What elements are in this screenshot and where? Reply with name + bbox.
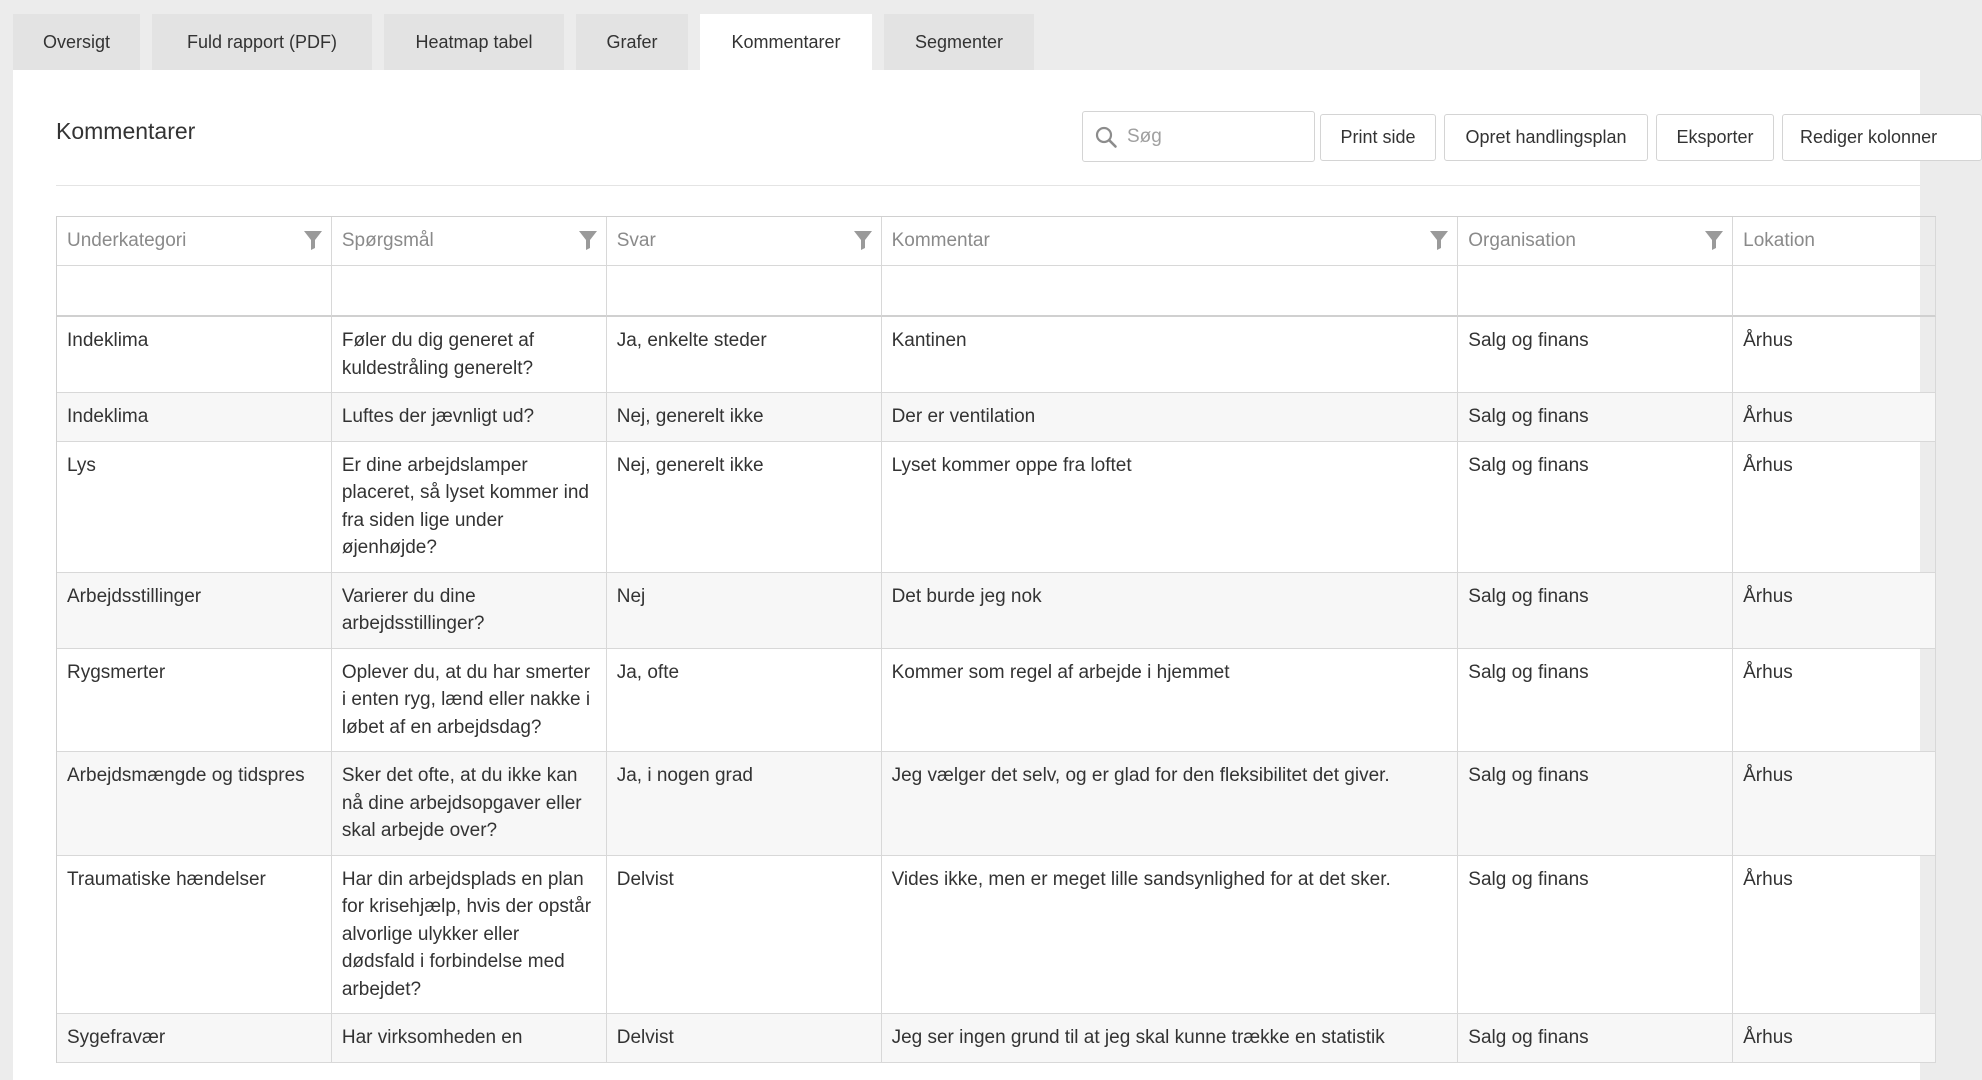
column-header-label: Underkategori	[67, 230, 187, 252]
column-header-lokation[interactable]	[1733, 217, 1936, 266]
cell-lokation: Århus	[1733, 856, 1936, 1015]
column-header-svar[interactable]	[607, 217, 882, 266]
cell-organisation: Salg og finans	[1458, 317, 1733, 393]
cell-kommentar: Der er ventilation	[882, 393, 1459, 442]
filter-cell[interactable]	[332, 266, 607, 317]
cell-organisation: Salg og finans	[1458, 573, 1733, 649]
cell-lokation: Århus	[1733, 649, 1936, 753]
cell-spoergsmaal: Luftes der jævnligt ud?	[332, 393, 607, 442]
column-header-label: Organisation	[1468, 230, 1576, 252]
filter-cell[interactable]	[57, 266, 332, 317]
cell-svar: Ja, i nogen grad	[607, 752, 882, 856]
divider	[56, 185, 1920, 186]
cell-spoergsmaal: Føler du dig generet af kuldestråling generelt?	[332, 317, 607, 393]
cell-lokation: Århus	[1733, 1014, 1936, 1063]
cell-spoergsmaal: Har din arbejdsplads en plan for krisehjælp, hvis der opstår alvorlige ulykker eller dødsfald i forbindelse med arbejdet?	[332, 856, 607, 1015]
tab-segmenter[interactable]: Segmenter	[884, 14, 1034, 70]
filter-row	[57, 266, 1936, 317]
tab-fuld-rapport[interactable]: Fuld rapport (PDF)	[152, 14, 372, 70]
cell-underkategori: Arbejdsmængde og tidspres	[57, 752, 332, 856]
cell-organisation: Salg og finans	[1458, 393, 1733, 442]
column-header-label: Kommentar	[891, 230, 990, 252]
cell-underkategori: Indeklima	[57, 317, 332, 393]
cell-lokation: Århus	[1733, 317, 1936, 393]
tab-grafer[interactable]: Grafer	[576, 14, 688, 70]
table-row[interactable]	[57, 317, 1936, 393]
tab-oversigt[interactable]: Oversigt	[13, 14, 140, 70]
cell-organisation: Salg og finans	[1458, 649, 1733, 753]
filter-cell[interactable]	[1733, 266, 1936, 317]
column-header-label: Lokation	[1743, 230, 1815, 252]
cell-svar: Ja, enkelte steder	[607, 317, 882, 393]
comments-panel	[13, 70, 1938, 1080]
table-header	[57, 217, 1936, 266]
cell-lokation: Århus	[1733, 573, 1936, 649]
cell-svar: Nej, generelt ikke	[607, 442, 882, 573]
tab-heatmap-tabel[interactable]: Heatmap tabel	[384, 14, 564, 70]
filter-icon[interactable]	[578, 229, 598, 251]
tab-kommentarer[interactable]: Kommentarer	[700, 14, 872, 70]
cell-kommentar: Jeg ser ingen grund til at jeg skal kunne trække en statistik	[882, 1014, 1459, 1063]
cell-spoergsmaal: Har virksomheden en	[332, 1014, 607, 1063]
filter-icon[interactable]	[1429, 229, 1449, 251]
filter-cell[interactable]	[1458, 266, 1733, 317]
filter-cell[interactable]	[607, 266, 882, 317]
cell-svar: Delvist	[607, 856, 882, 1015]
cell-underkategori: Traumatiske hændelser	[57, 856, 332, 1015]
cell-spoergsmaal: Sker det ofte, at du ikke kan nå dine arbejdsopgaver eller skal arbejde over?	[332, 752, 607, 856]
search-icon	[1094, 125, 1118, 149]
cell-underkategori: Lys	[57, 442, 332, 573]
print-page-button[interactable]: Print side	[1320, 114, 1436, 161]
cell-lokation: Århus	[1733, 752, 1936, 856]
page-title: Kommentarer	[56, 118, 196, 144]
table-row[interactable]	[57, 1014, 1936, 1063]
filter-icon[interactable]	[303, 229, 323, 251]
cell-kommentar: Det burde jeg nok	[882, 573, 1459, 649]
cell-organisation: Salg og finans	[1458, 442, 1733, 573]
cell-kommentar: Lyset kommer oppe fra loftet	[882, 442, 1459, 573]
cell-underkategori: Indeklima	[57, 393, 332, 442]
column-header-label: Spørgsmål	[341, 230, 434, 252]
search-box[interactable]	[1082, 111, 1315, 162]
cell-underkategori: Rygsmerter	[57, 649, 332, 753]
table-row[interactable]	[57, 442, 1936, 573]
cell-organisation: Salg og finans	[1458, 856, 1733, 1015]
column-header-label: Svar	[616, 230, 656, 252]
cell-kommentar: Kommer som regel af arbejde i hjemmet	[882, 649, 1459, 753]
cell-kommentar: Vides ikke, men er meget lille sandsynlighed for at det sker.	[882, 856, 1459, 1015]
filter-cell[interactable]	[882, 266, 1459, 317]
cell-organisation: Salg og finans	[1458, 752, 1733, 856]
table-row[interactable]	[57, 752, 1936, 856]
filter-icon[interactable]	[853, 229, 873, 251]
cell-spoergsmaal: Er dine arbejdslamper placeret, så lyset kommer ind fra siden lige under øjenhøjde?	[332, 442, 607, 573]
column-header-spoergsmaal[interactable]	[332, 217, 607, 266]
table-row[interactable]	[57, 393, 1936, 442]
filter-icon[interactable]	[1704, 229, 1724, 251]
table-row[interactable]	[57, 649, 1936, 753]
table-row[interactable]	[57, 573, 1936, 649]
cell-spoergsmaal: Oplever du, at du har smerter i enten ryg, lænd eller nakke i løbet af en arbejdsdag?	[332, 649, 607, 753]
cell-lokation: Århus	[1733, 442, 1936, 573]
column-header-underkategori[interactable]	[57, 217, 332, 266]
cell-spoergsmaal: Varierer du dine arbejdsstillinger?	[332, 573, 607, 649]
cell-kommentar: Kantinen	[882, 317, 1459, 393]
column-header-organisation[interactable]	[1458, 217, 1733, 266]
cell-underkategori: Sygefravær	[57, 1014, 332, 1063]
cell-kommentar: Jeg vælger det selv, og er glad for den fleksibilitet det giver.	[882, 752, 1459, 856]
cell-svar: Nej, generelt ikke	[607, 393, 882, 442]
cell-lokation: Århus	[1733, 393, 1936, 442]
cell-svar: Nej	[607, 573, 882, 649]
column-header-kommentar[interactable]	[882, 217, 1459, 266]
edit-columns-button[interactable]: Rediger kolonner	[1782, 114, 1982, 161]
cell-underkategori: Arbejdsstillinger	[57, 573, 332, 649]
cell-svar: Delvist	[607, 1014, 882, 1063]
cell-svar: Ja, ofte	[607, 649, 882, 753]
export-button[interactable]: Eksporter	[1656, 114, 1774, 161]
create-action-plan-button[interactable]: Opret handlingsplan	[1444, 114, 1648, 161]
table-row[interactable]	[57, 856, 1936, 1015]
comments-table	[56, 216, 1936, 1063]
tab-bar	[13, 0, 1920, 70]
cell-organisation: Salg og finans	[1458, 1014, 1733, 1063]
search-input[interactable]	[1127, 120, 1307, 154]
